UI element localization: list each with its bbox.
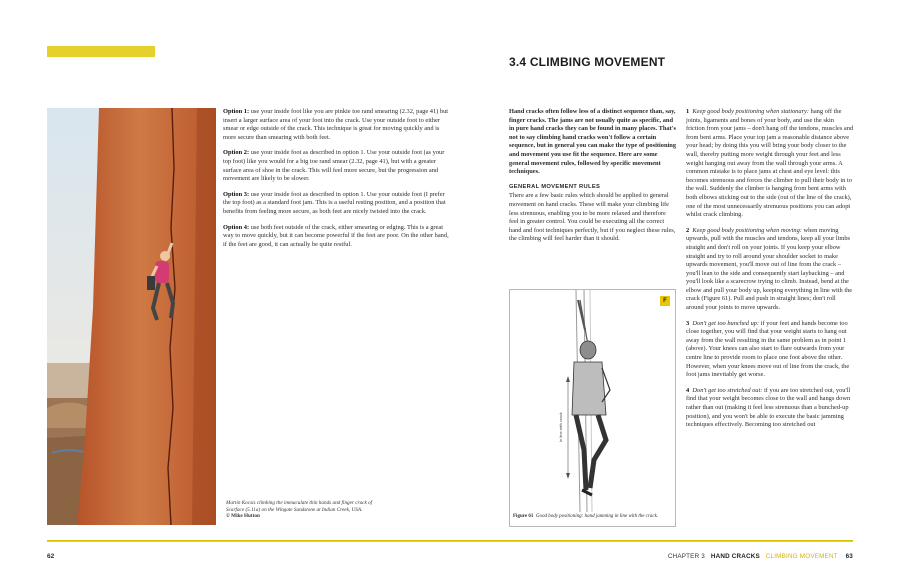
option-paragraph: Option 4: use both feet outside of the crack, either smearing or edging. This is a great way to move quickly, but it can become powerful if the feet are poor. On the other hand, if the feet are good, it can actually be quite restful. bbox=[223, 223, 449, 248]
general-rules-body: There are a few basic rules which should be applied to general movement on hand cracks. These will make your climbing life less strenuous, enabling you to be more relaxed and therefore feel in greater control. You could be executing all the correct hand and foot techniques perfectly, but if you neglect these rules, the climbing will feel harder than it should. bbox=[509, 192, 676, 243]
intro-paragraph: Hand cracks often follow less of a distinct sequence than, say, finger cracks. The jams are not usually quite as specific, and in pure hand cracks they can be found in many places. That's not to say climbing hand cracks won't follow a certain sequence, but in general you can make the type of positioning and movement you use fit the sequence. Here are some general movement rules, followed by specific movement techniques. bbox=[509, 108, 677, 176]
option-paragraph: Option 3: use your inside foot as described in option 1. Use your outside foot (I prefer the top foot) as a standard foot jam. This is a useful resting position, and a position that benefits from feeling more secure, as both feet are nicely twisted into the crack. bbox=[223, 190, 446, 215]
figure-annotation: In line with crack bbox=[558, 412, 563, 442]
footer-chapter-name: HAND CRACKS bbox=[710, 553, 760, 560]
footer-divider-shadow bbox=[47, 541, 853, 542]
caption-credit: © Mike Hutton bbox=[226, 513, 260, 520]
section-heading: 3.4 CLIMBING MOVEMENT bbox=[509, 55, 666, 69]
middle-text-column bbox=[509, 108, 677, 251]
option-paragraph: Option 1: use your inside foot like you are pinkie toe rand smearing (2.32, page 41) but insert a larger surface area of your foot into the crack. Use your outside foot to either smear or edge outside of the crack. This technique is great for moving quickly and is more secure than smearing with both feet. bbox=[223, 108, 449, 141]
general-rules-subheading: GENERAL MOVEMENT RULES bbox=[509, 183, 601, 190]
rule-paragraph: 2 Keep good body positioning when moving: when moving upwards, pull with the muscles and tendons, keep all your limbs straight and don't roll on your joints. If you keep your elbow straight and try to roll around your shoulder socket to make upwards movement, you'll move out of line from the crack – you'll lean to the side and consequently start laybacking – and you'll look like a scarecrow trying to climb. Instead, bend at the elbow and pull your body up, keeping everything in line with the crack (Figure 61). Pull and push in straight lines; don't roll around your joints to move upwards. bbox=[686, 226, 853, 312]
figure-61 bbox=[509, 289, 676, 527]
footer-section: CLIMBING MOVEMENT bbox=[765, 553, 838, 560]
climbing-photo bbox=[47, 108, 216, 525]
option-paragraph: Option 2: use your inside foot as described in option 1. Use your outside foot (as your top foot) like you would for a big toe rand smear (2.32, page 41), but with a greater surface area of shoe in the crack. This will feel more secure, but the progression and movement are likely to be slower. bbox=[223, 149, 445, 183]
running-footer bbox=[668, 553, 853, 560]
rule-paragraph: 3 Don't get too bunched up: if your feet and hands become too close together, you will find that your weight starts to hang out away from the wall resulting in the same problem as in point 1 (above). Your knees can also start to flare outwards from your centre line to provide room to place one foot above the other. However, when your knees move out of line from the crack, the foot jams inevitably get worse. bbox=[686, 319, 850, 379]
photo-caption bbox=[226, 500, 376, 520]
figure-caption: Figure 61 Good body positioning: hand jamming in line with the crack. bbox=[513, 514, 659, 519]
left-text-column bbox=[223, 108, 451, 256]
page-number-right: 63 bbox=[845, 553, 853, 560]
rule-paragraph: 1 Keep good body positioning when stationary: hang off the joints, ligaments and bones of your body, and use the skin friction from your jams – don't hang off the tendons, muscles and from bent arms. Place your top jam a reasonable distance above your head; by doing this you will bring your body closer to the wall, thereby putting more weight through your feet and less weight hanging out away from the wall through your arms. A common mistake is to place jams at chest and eye level: this becomes strenuous and forces the climber to pull their body in to the wall. Suddenly the climber is hanging from bent arms with both elbows sticking out to the side (out of the line of the crack), one of the most unnecessarily strenuous positions you can adopt whilst crack climbing. bbox=[686, 108, 854, 219]
right-text-column bbox=[686, 108, 854, 437]
caption-text: Martin Kocsis climbing the immaculate thin hands and finger crack of Scarface (5.11a) on the Wingate Sandstone at Indian Creek, USA. bbox=[226, 500, 373, 513]
rule-paragraph: 4 Don't get too stretched out: if you are too stretched out, you'll find that your weight becomes close to the wall and hangs down rather than out (making it feel less strenuous than a bunched-up position), and you won't be able to execute the basic jamming techniques effectively. Becoming too stretched out bbox=[686, 386, 851, 429]
figure-badge: F bbox=[660, 296, 670, 306]
page-number-left: 62 bbox=[47, 553, 55, 560]
decorative-accent-bar bbox=[47, 46, 155, 57]
footer-chapter: CHAPTER 3 bbox=[667, 553, 705, 560]
